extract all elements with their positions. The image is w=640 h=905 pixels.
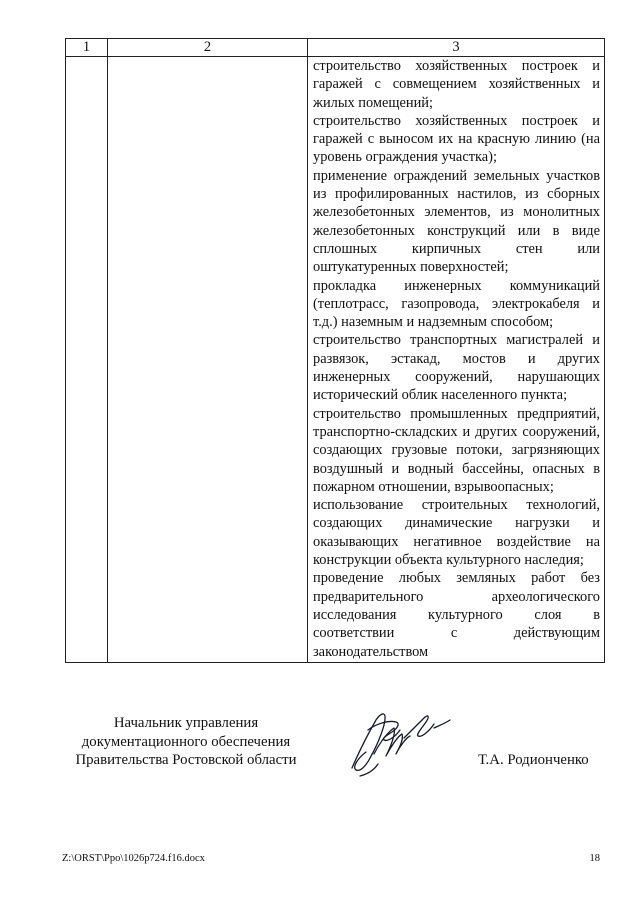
signatory-name: Т.А. Родионченко	[478, 752, 589, 768]
page-number: 18	[589, 853, 600, 864]
table-cell-col2	[108, 57, 308, 663]
column-header-1: 1	[66, 39, 108, 57]
signatory-title-line: документационного обеспечения	[81, 733, 291, 750]
document-table	[65, 38, 605, 663]
restriction-item: использование строительных технологий, создающих динамические нагрузки и оказывающих негативное воздействие на конструкции объекта культурного наследия;	[313, 497, 600, 569]
table-row	[66, 57, 605, 663]
signature-block	[0, 714, 640, 794]
footer-file-path: Z:\ORST\Ppo\1026p724.f16.docx	[62, 853, 205, 864]
table-cell-col1	[66, 57, 108, 663]
signatory-title-line: Правительства Ростовской области	[75, 752, 297, 768]
restriction-item: применение ограждений земельных участков из профилированных настилов, из сборных железобетонных элементов, из монолитных железобетонных конструкций или в виде сплошных кирпичных стен или оштукатуренных поверхностей;	[313, 167, 600, 276]
restriction-item: проведение любых земляных работ без предварительного археологического исследования культурного слоя в соответствии с действующим законодательством	[313, 570, 600, 660]
signatory-title-line: Начальник управления	[113, 715, 259, 731]
restriction-item: прокладка инженерных коммуникаций (теплотрасс, газопровода, электрокабеля и т.д.) наземным и надземным способом;	[313, 277, 600, 331]
handwritten-signature	[338, 694, 458, 789]
column-header-3: 3	[308, 39, 605, 57]
restrictions-list	[308, 57, 604, 661]
restriction-item: строительство транспортных магистралей и развязок, эстакад, мостов и других инженерных сооружений, нарушающих исторический облик населенного пункта;	[313, 332, 600, 404]
restriction-item: строительство хозяйственных построек и гаражей с выносом их на красную линию (на уровень ограждения участка);	[313, 112, 600, 166]
column-header-2: 2	[108, 39, 308, 57]
restriction-item: строительство промышленных предприятий, транспортно-складских и других сооружений, создающих грузовые потоки, загрязняющих воздушный и водный бассейны, опасных в пожарном отношении, взрывоопасных;	[313, 405, 600, 495]
table-header-row	[66, 39, 605, 57]
table-cell-col3	[308, 57, 605, 663]
restriction-item: строительство хозяйственных построек и гаражей с совмещением хозяйственных и жилых помещений;	[313, 58, 600, 111]
signatory-title	[60, 714, 312, 770]
